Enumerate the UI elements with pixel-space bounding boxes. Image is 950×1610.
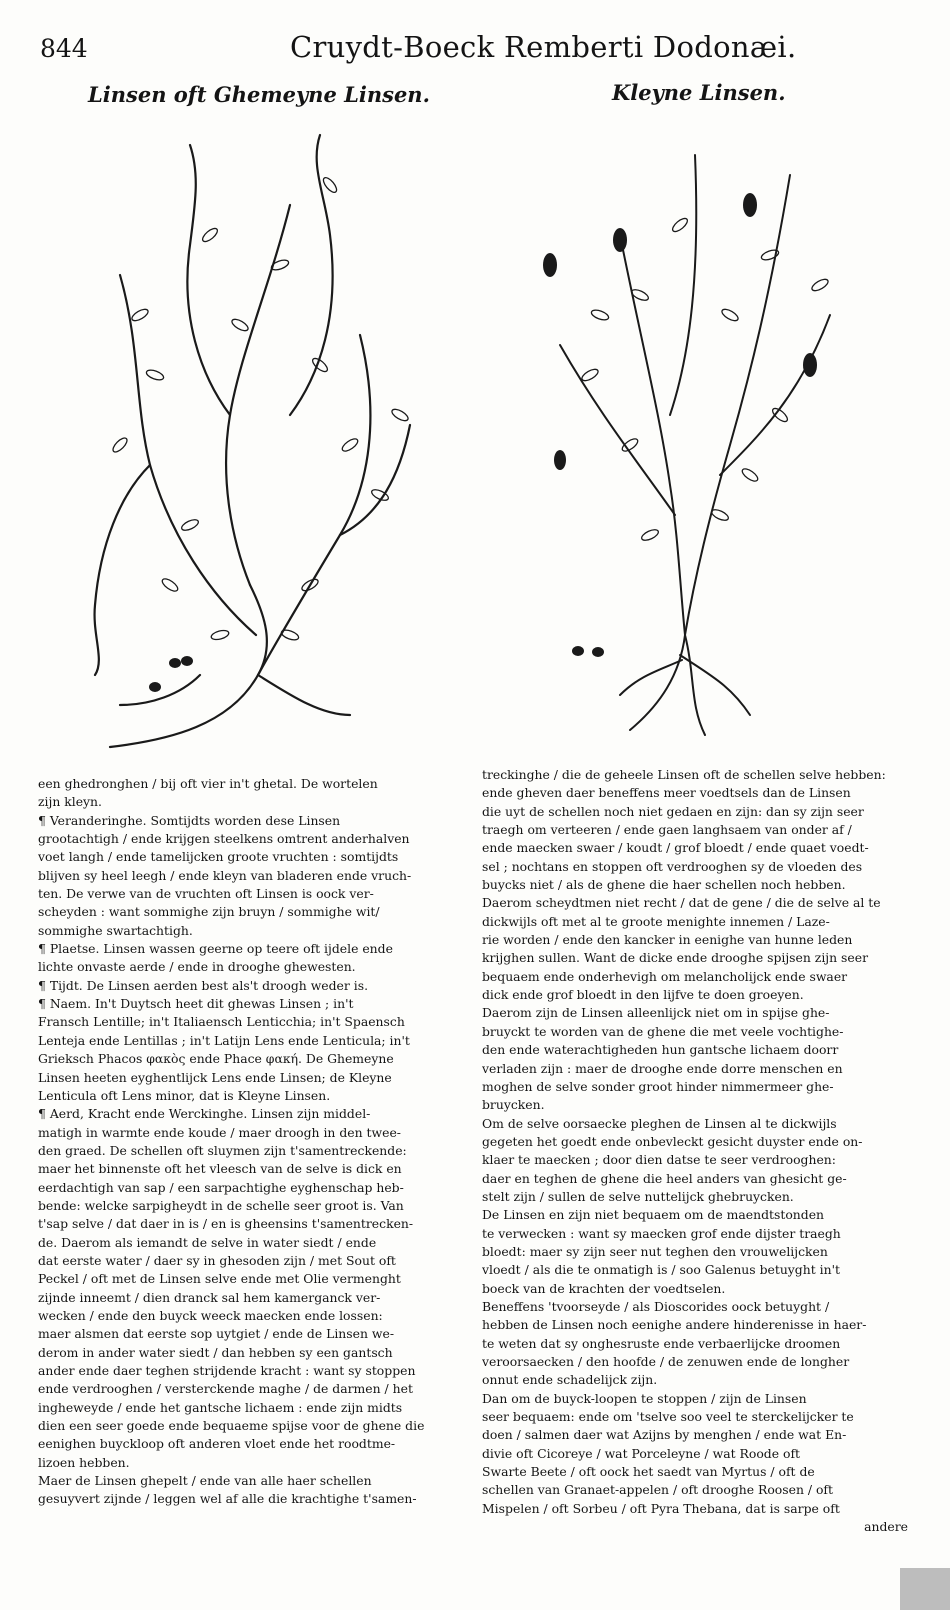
text-line: lichte onvaste aerde / ende in drooghe ghewesten. [38, 959, 356, 975]
text-line: doen / salmen daer wat Azijns by menghen / ende wat En- [482, 1427, 847, 1443]
page-number: 844 [40, 34, 88, 63]
text-line: ¶ Aerd, Kracht ende Werckinghe. Linsen zijn middel- [38, 1106, 371, 1122]
text-line: buycks niet / als de ghene die haer schellen noch hebben. [482, 877, 846, 893]
text-line: die uyt de schellen noch niet gedaen en zijn: dan sy zijn seer [482, 803, 864, 819]
text-line: Maer de Linsen ghepelt / ende van alle haer schellen [38, 1473, 372, 1489]
text-line: den ende waterachtigheden hun gantsche lichaem doorr [482, 1042, 839, 1058]
scan-margin-shadow [900, 1568, 950, 1610]
lentil-plant-illustration-right [520, 115, 850, 745]
text-line: boeck van de krachten der voedtselen. [482, 1280, 726, 1296]
text-line: dickwijls oft met al te groote menighte innemen / Laze- [482, 913, 830, 929]
text-line: bende: welcke sarpigheydt in de schelle seer groot is. Van [38, 1197, 404, 1213]
text-column-right [482, 766, 908, 1536]
text-line: ¶ Naem. In't Duytsch heet dit ghewas Linsen ; in't [38, 996, 354, 1012]
text-line: eenighen buyckloop oft anderen vloet ende het roodtme- [38, 1436, 396, 1452]
text-line: blijven sy heel leegh / ende kleyn van bladeren ende vruch- [38, 867, 412, 883]
text-line: Lenteja ende Lentillas ; in't Latijn Lens ende Lenticula; in't [38, 1032, 410, 1048]
text-line: maer het binnenste oft het vleesch van de selve is dick en [38, 1161, 402, 1177]
text-line: krijghen sullen. Want de dicke ende drooghe spijsen zijn seer [482, 950, 868, 966]
text-line: Peckel / oft met de Linsen selve ende met Olie vermenght [38, 1271, 401, 1287]
text-line: ¶ Tijdt. De Linsen aerden best als't droogh weder is. [38, 977, 369, 993]
text-line: t'sap selve / dat daer in is / en is gheensins t'samentrecken- [38, 1216, 414, 1232]
text-line: Om de selve oorsaecke pleghen de Linsen al te dickwijls [482, 1115, 837, 1131]
text-line: maer alsmen dat eerste sop uytgiet / ende de Linsen we- [38, 1326, 395, 1342]
text-line: ende verdrooghen / versterckende maghe / de darmen / het [38, 1381, 413, 1397]
text-line: voet langh / ende tamelijcken groote vruchten : somtijdts [38, 849, 399, 865]
text-line: Linsen heeten eyghentlijck Lens ende Linsen; de Kleyne [38, 1069, 392, 1085]
text-line: ingheweyde / ende het gantsche lichaem : ende zijn midts [38, 1399, 403, 1415]
text-line: bruycken. [482, 1097, 545, 1113]
text-line: matigh in warmte ende koude / maer droogh in den twee- [38, 1124, 401, 1140]
text-line: ende maecken swaer / koudt / grof bloedt / ende quaet voedt- [482, 840, 869, 856]
text-line: bloedt: maer sy zijn seer nut teghen den vrouwelijcken [482, 1243, 828, 1259]
text-line: zijnde inneemt / dien dranck sal hem kamerganck ver- [38, 1289, 381, 1305]
text-column-left [38, 775, 468, 1509]
text-line: derom in ander water siedt / dan hebben sy een gantsch [38, 1344, 393, 1360]
text-line: bruyckt te worden van de ghene die met veele vochtighe- [482, 1023, 844, 1039]
right-figure-title: Kleyne Linsen. [612, 80, 786, 105]
text-line: een ghedronghen / bij oft vier in't ghetal. De wortelen [38, 776, 378, 791]
text-line: Swarte Beete / oft oock het saedt van Myrtus / oft de [482, 1464, 815, 1480]
text-line: sommighe swartachtigh. [38, 922, 193, 938]
left-column-text [38, 775, 468, 1509]
text-line: seer bequaem: ende om 'tselve soo veel te sterckelijcker te [482, 1409, 854, 1425]
text-line: Daerom scheydtmen niet recht / dat de gene / die de selve al te [482, 895, 881, 911]
text-line: veroorsaecken / den hoofde / de zenuwen ende de longher [482, 1354, 850, 1369]
text-line: onnut ende schadelijck zijn. [482, 1372, 658, 1388]
text-line: Mispelen / oft Sorbeu / oft Pyra Thebana, dat is sarpe oft [482, 1500, 840, 1516]
text-line: dick ende grof bloedt in den lijfve te doen groeyen. [482, 987, 804, 1003]
text-line: Lenticula oft Lens minor, dat is Kleyne Linsen. [38, 1087, 331, 1103]
lentil-plant-illustration-left [80, 115, 440, 755]
catchword: andere [864, 1519, 908, 1535]
text-line: verladen zijn : maer de drooghe ende dorre menschen en [482, 1060, 843, 1076]
text-line: divie oft Cicoreye / wat Porceleyne / wat Roode oft [482, 1445, 801, 1461]
text-line: wecken / ende den buyck weeck maecken ende lossen: [38, 1307, 383, 1323]
text-line: te verwecken : want sy maecken grof ende dijster traegh [482, 1225, 841, 1241]
text-line: te weten dat sy onghesruste ende verbaerlijcke droomen [482, 1335, 841, 1351]
text-line: rie worden / ende den kancker in eenighe van hunne leden [482, 932, 853, 948]
text-line: klaer te maecken ; door dien datse te seer verdrooghen: [482, 1152, 836, 1168]
text-line: daer en teghen de ghene die heel anders van ghesicht ge- [482, 1170, 847, 1186]
left-figure-title: Linsen oft Ghemeyne Linsen. [88, 82, 430, 107]
text-line: Beneffens 'tvoorseyde / als Dioscorides oock betuyght / [482, 1298, 830, 1314]
text-line: stelt zijn / sullen de selve nuttelijck ghebruycken. [482, 1188, 794, 1204]
text-line: vloedt / als die te onmatigh is / soo Galenus betuyght in't [482, 1262, 840, 1278]
text-line: den graed. De schellen oft sluymen zijn t'samentreckende: [38, 1142, 407, 1158]
text-line: traegh om verteeren / ende gaen langhsaem van onder af / [482, 822, 852, 838]
text-line: bequaem ende onderhevigh om melancholijck ende swaer [482, 968, 848, 984]
text-line: dien een seer goede ende bequaeme spijse voor de ghene die [38, 1418, 425, 1434]
right-column-text [482, 766, 908, 1536]
text-line: de. Daerom als iemandt de selve in water siedt / ende [38, 1234, 377, 1250]
text-line: Fransch Lentille; in't Italiaensch Lenticchia; in't Spaensch [38, 1014, 405, 1030]
running-title: Cruydt-Boeck Remberti Dodonæi. [290, 30, 797, 64]
text-line: eerdachtigh van sap / een sarpachtighe eyghenschap heb- [38, 1179, 404, 1195]
text-line: treckinghe / die de geheele Linsen oft de schellen selve hebben: [482, 767, 886, 782]
text-line: schellen van Granaet-appelen / oft drooghe Roosen / oft [482, 1482, 833, 1498]
text-line: Dan om de buyck-loopen te stoppen / zijn de Linsen [482, 1390, 807, 1406]
text-line: zijn kleyn. [38, 794, 102, 810]
text-line: gegeten het goedt ende onbevleckt gesicht duyster ende on- [482, 1133, 863, 1149]
text-line: moghen de selve sonder groot hinder nimmermeer ghe- [482, 1078, 834, 1094]
text-line: ander ende daer teghen strijdende kracht : want sy stoppen [38, 1363, 416, 1378]
text-line: gesuyvert zijnde / leggen wel af alle die krachtighe t'samen- [38, 1491, 417, 1507]
text-line: sel ; nochtans en stoppen oft verdrooghen sy de vloeden des [482, 858, 863, 874]
text-line: dat eerste water / daer sy in ghesoden zijn / met Sout oft [38, 1252, 396, 1268]
text-line: ten. De verwe van de vruchten oft Linsen is oock ver- [38, 886, 374, 902]
text-line: ¶ Veranderinghe. Somtijdts worden dese Linsen [38, 812, 341, 828]
text-line: ende gheven daer beneffens meer voedtsels dan de Linsen [482, 785, 851, 801]
text-line: grootachtigh / ende krijgen steelkens omtrent anderhalven [38, 831, 410, 847]
text-line: lizoen hebben. [38, 1454, 130, 1470]
text-line: ¶ Plaetse. Linsen wassen geerne op teere oft ijdele ende [38, 941, 393, 957]
text-line: Daerom zijn de Linsen alleenlijck niet om in spijse ghe- [482, 1005, 830, 1021]
text-line: Grieksch Phacos φακὸς ende Phace φακή. De Ghemeyne [38, 1051, 394, 1067]
text-line: scheyden : want sommighe zijn bruyn / sommighe wit/ [38, 904, 380, 920]
text-line: De Linsen en zijn niet bequaem om de maendtstonden [482, 1207, 825, 1223]
text-line: hebben de Linsen noch eenighe andere hinderenisse in haer- [482, 1317, 867, 1333]
